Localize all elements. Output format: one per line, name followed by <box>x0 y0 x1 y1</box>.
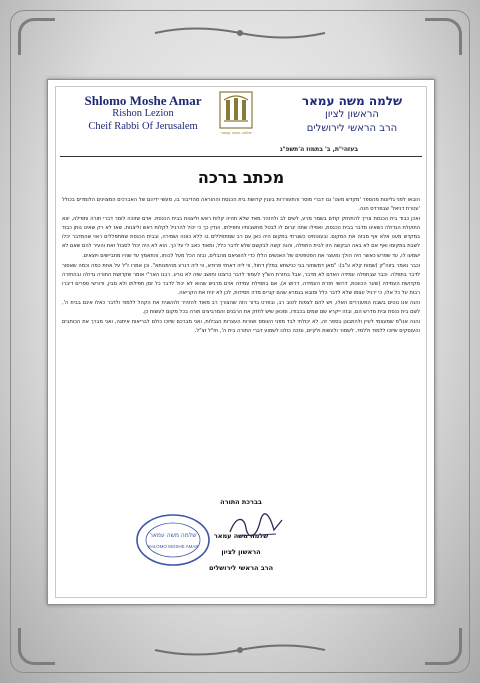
body-paragraph: הובאו לפני גליונות מהספר 'מקדש מעט' ובו דברי מוסר והתעוררות בענין קדושת בית הכנסת וההוראה מהדיבור בו, מעשי ידיהם של האברכים המצוינים הלומדים בכולל 'עטרת דניאל' שבפרדס חנה. <box>62 197 420 213</box>
frame-corner-ornament <box>425 18 462 55</box>
body-paragraph: והנה אנו נוטים בשבח המעוררים האלו, ויש להם לצפות לטוב רב, ובפרט בדור הזה שהצורך רב מאוד להזהיר ולהשגיח את הקהל ללמוד ולדבר כאלו אינם בבית ה', לשם בית כנסת ובית מדרש הם, ובזה ייקרא שם שמים בכבודו, ומכאן שיש לחזק את הרבנים והמרביצים תורה בכל מקום לעשות כן. <box>62 300 420 316</box>
hebrew-title: הראשון לציון <box>325 109 379 120</box>
hebrew-title: הרב הראשי לירושלים <box>306 123 398 134</box>
english-title: Rishon Lezion <box>112 108 174 119</box>
header-divider <box>60 156 422 157</box>
english-letterhead <box>68 94 218 133</box>
handwritten-signature-icon <box>226 512 286 542</box>
letter-date: בעזהי"ת, ב' בתמוז ה'תשפ"ג <box>279 146 358 153</box>
frame-corner-ornament <box>18 628 55 665</box>
frame-corner-ornament <box>425 628 462 665</box>
closing-title: הרב הראשי לירושלים <box>208 564 274 572</box>
body-paragraph: והנה אנו"פ שמעצמי לעיין ולהתבונן בספר זה, לא יכולתי לבד מפני העומס ושורות העצרות הגבלות, ואני מברכם שיזכו כולם לבריאות איתנה, ואני מברך את הכותבים והעוסקים שיזכו ללמוד וללמד, לשמור ולעשות ולקיים, ונזכה כולנו לשמוע דברי התורה בית ה', חז"ל זצ"ל. <box>62 319 420 335</box>
closing-title: הראשון לציון <box>221 548 261 556</box>
letter-title: מכתב ברכה <box>197 168 285 187</box>
closing-blessing: בברכת התורה <box>220 498 262 506</box>
letter-document <box>47 79 435 605</box>
frame-top-flourish <box>150 26 330 40</box>
frame-corner-ornament <box>18 18 55 55</box>
body-paragraph: ואכן כבוד בית הכנסת צריך להתחזק קודם בשמר מרע, לשים לב ולהזהר מאד שלא תהיה קלות ראש וליצנות בבית הכנסת. אדם שזוכה לומר דברי תורה ותפילה, יצא התועלת הגדולה כשאינו מדבר בבית הכנסת, ואפילו שתה יגרום לו לבטל מחשבותיו ותפילתו. ועדין כך כי יכול להרגיל לקלות ראש וליצנות, שאז לא רק שאינו נותן כבוד במקדש מעט אלא אף מבזה את המקום. ובעונותינו כשגרתי במקום היה כאן עם רב שמתפללים בו ללא כוונה ושמירה, ובבית הכנסת שמתפללים ראוי שהמדבר יכלו לשבת במקומו ואף אם לא באה הבקשה הזו לבית התפלה, והנה קשה לבקשם שלא לדבר כלל, ומאוד כאב לי על כך. הוא לא היה יכול לסבול זאת והעיר להם שאם לא ישמעו לו, עד שפרש כאשר היה הולך ומעצר את הפטפטים של האנשים הללו כדי להוציאם מהבלים, ובזה הכל מעל לכוחו, והתאמץ עד שהיו מתביישים ויוצאים. <box>62 216 420 259</box>
rabbinate-emblem-icon <box>218 90 254 136</box>
closing-name: שלמה משה עמאר <box>213 532 269 540</box>
frame-bottom-flourish <box>150 643 330 657</box>
hebrew-name: שלמה משה עמאר <box>301 94 403 108</box>
english-name: Shlomo Moshe Amar <box>84 93 202 108</box>
emblem-caption: שלמה משה עמאר <box>220 130 252 135</box>
hebrew-letterhead <box>288 94 416 136</box>
stamp-hebrew-text: שלמה משה עמאר <box>149 532 197 539</box>
letter-body <box>62 196 420 337</box>
body-paragraph: וכבר נאמר בזוה"ק (שמות קלא ע"ב): "מאן דמשתעי בבי כנישתא במלין דחול, ווי ליה דאחזי פרודא, ווי ליה דגרע מהימנותא". וכן אמרו ז"ל על אחת כמה וכמה שאסור לדבר בתפלה. וכבר שבתפלה עמידה האדם לא מדבר, אבל בחזרת הש"ץ לעמוד לדבר כרצונו וחושב שזה לא גורע. רבנו האר"י אומר שקדושת התורה גדולה ובהחזרה מקדושת העמידה (שער הכוונות, דרושי חזרת העמידה, דרוש א), אם בתפילת עמידה אדם מרגיש שהוא לא יכול לדבר כל זמן תפילתו ולא מבין, ודורשי ספרים דיברו רבות על כל אלו, כי ירגיל עצמו שלא לדבר כלל ומובא בגמרא שהם קורים מדה חסידות, לכן לא יניח את הקריאה. <box>62 262 420 296</box>
english-title: Cheif Rabbi Of Jerusalem <box>88 121 198 132</box>
stamp-english-text: SHLOMO MOSHE AMAR <box>147 544 199 549</box>
official-stamp-icon <box>134 512 212 568</box>
